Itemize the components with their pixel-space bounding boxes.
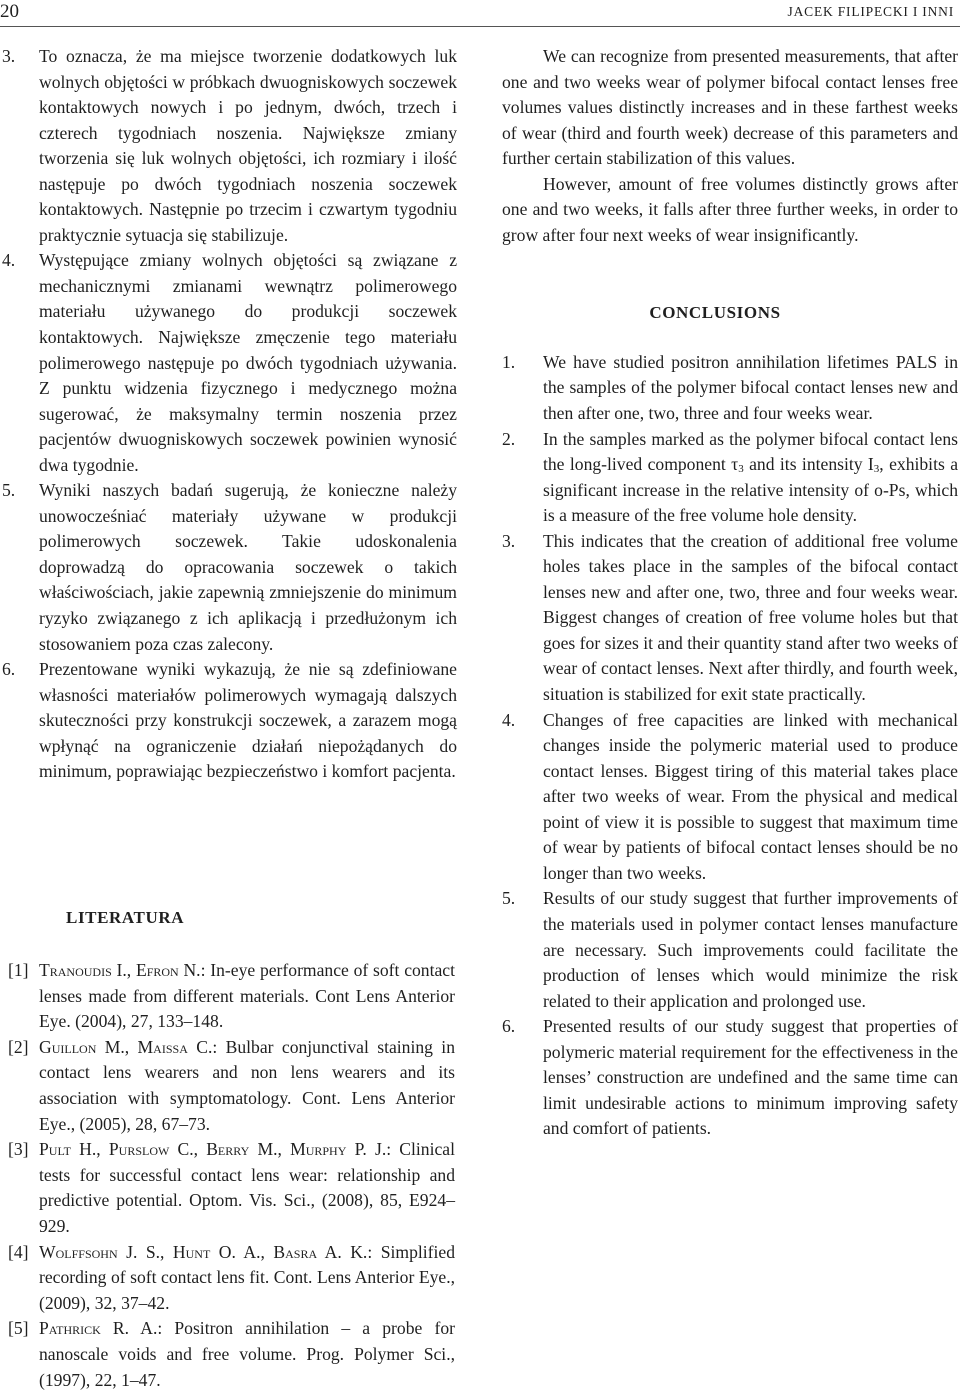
reference-number: [5]	[8, 1318, 29, 1339]
conclusion-text: Presented results of our study suggest that properties of polymeric material requirement for the effectiveness in the lenses’ construction are undefined and the same time can limit undesirable actions to minimum improving safety and comfort of patients.	[543, 1016, 958, 1139]
body-paragraph: We can recognize from presented measurements, that after one and two weeks wear of polymer bifocal contact lenses free volumes values distinctly increases and in these farthest weeks of wear (third and fourth week) decrease of this parameters and further certain stabilization of this values.	[502, 46, 958, 169]
conclusion-number: 3.	[502, 530, 516, 551]
conclusion-number: 5.	[502, 888, 516, 909]
reference-number: [4]	[8, 1241, 29, 1262]
conclusion-item	[502, 886, 958, 1014]
reference-item	[8, 1137, 455, 1239]
reference-text: : Clinical tests for successful contact lens wear: relationship and predictive potential. Optom. Vis. Sci., (2008), 85, E924–929.	[39, 1139, 455, 1236]
conclusion-text-part: In the samples marked as the polymer bifocal contact lens the long-lived component τ	[543, 428, 958, 475]
page-number: 20	[0, 1, 19, 22]
tau-subscript: 3	[738, 463, 744, 476]
reference-text: : Simplified recording of soft contact lens fit. Cont. Lens Anterior Eye., (2009), 32, 37–42.	[39, 1241, 456, 1313]
conclusions-heading: CONCLUSIONS	[649, 303, 781, 323]
conclusion-pl-item	[2, 248, 457, 478]
reference-authors: Pult H., Purslow C., Berry M., Murphy P. J.	[39, 1139, 387, 1160]
conclusion-item	[502, 708, 958, 887]
reference-authors: Tranoudis I., Efron N.	[39, 960, 201, 980]
reference-item	[8, 1035, 455, 1137]
conclusion-pl-text: Prezentowane wyniki wykazują, że nie są zdefiniowane własności materiałów polimerowych wymagają dalszych skuteczności przy konstrukcji soczewek, a zarazem mogą wpłynąć na ograniczenie działań niepożądanych do minimum, poprawiając bezpieczeństwo i komfort pacjenta.	[39, 659, 457, 782]
conclusion-pl-number: 4.	[2, 250, 16, 271]
conclusion-text: Results of our study suggest that further improvements of the materials used in polymer contact lenses manufacture are necessary. Such improvements could facilitate the production of lenses which would minimize the risk related to their application and prolonged use.	[543, 888, 958, 1011]
conclusion-text-part: and its intensity I	[743, 454, 874, 475]
conclusion-pl-item	[2, 478, 457, 657]
conclusion-pl-number: 6.	[2, 659, 16, 680]
conclusion-number: 1.	[502, 351, 516, 372]
reference-authors: Pathrick R. A.	[39, 1318, 158, 1339]
conclusion-item	[502, 1014, 958, 1142]
conclusion-item	[502, 427, 958, 529]
reference-number: [2]	[8, 1036, 29, 1057]
conclusion-number: 6.	[502, 1016, 516, 1037]
reference-authors: Wolffsohn J. S., Hunt O. A., Basra A. K.	[39, 1241, 368, 1262]
conclusion-text: This indicates that the creation of additional free volume holes takes place in the samples of the bifocal contact lenses new and after one, two, three and four weeks wear. Biggest changes of creation of free volume holes but that goes for sizes it and their quantity stand after two weeks of wear of contact lenses. Next after thirdly, and fourth week, situation is stabilized for exit state practically.	[543, 530, 958, 705]
reference-text: : Positron annihilation – a probe for nanoscale voids and free volume. Prog. Polymer Sci., (1997), 22, 1–47.	[39, 1318, 455, 1390]
header-rule	[0, 26, 960, 27]
running-header: JACEK FILIPECKI I INNI	[787, 4, 954, 19]
conclusion-pl-number: 5.	[2, 480, 16, 501]
conclusion-number: 2.	[502, 428, 516, 449]
reference-text: : Bulbar conjunctival staining in contact lens wearers and non lens wearers and its association with symptomatology. Cont. Lens Anterior Eye., (2005), 28, 67–73.	[39, 1036, 455, 1134]
reference-list	[8, 958, 455, 1393]
conclusion-number: 4.	[502, 709, 516, 730]
reference-item	[8, 1240, 455, 1317]
conclusion-pl-text: Występujące zmiany wolnych objętości są związane z mechanicznymi zmianami wewnątrz polimerowego materiału używanego do produkcji soczewek kontaktowych. Największe zmęczenie tego materiału polimerowego następuje po dwóch tygodniach używania. Z punktu widzenia fizycznego i medycznego można sugerować, że maksymalny termin noszenia przez pacjentów dwuogniskowych soczewek powinien wynosić dwa tygodnie.	[39, 250, 457, 475]
reference-item	[8, 1316, 455, 1393]
conclusion-pl-text: To oznacza, że ma miejsce tworzenie dodatkowych luk wolnych objętości w próbkach dwuogniskowych soczewek kontaktowych nowych i po jednym, dwóch, trzech i czterech tygodniach noszenia. Największe zmiany tworzenia się luk wolnych objętości, ich rozmiary i ilość następuje po dwóch tygodniach noszenia soczewek kontaktowych. Następnie po trzecim i czwartym tygodniu praktycznie sytuacja się stabilizuje.	[39, 46, 457, 245]
conclusion-pl-number: 3.	[2, 46, 16, 66]
conclusion-pl-text: Wyniki naszych badań sugerują, że konieczne należy unowocześniać materiały używane w produkcji polimerowych soczewek. Takie udoskonalenia doprowadzą do opracowania soczewek o takich właściwościach, jakie zapewnią zmniejszenie do minimum ryzyko związanego z ich aplikacją i przedłużonym ich stosowaniem poza czas zalecony.	[39, 480, 457, 654]
reference-number: [3]	[8, 1139, 29, 1160]
reference-authors: Guillon M., Maissa C.	[39, 1036, 213, 1057]
left-column	[2, 44, 457, 785]
references-heading: LITERATURA	[66, 908, 185, 927]
conclusion-text: Changes of free capacities are linked with mechanical changes inside the polymeric material used to produce contact lenses. Biggest tiring of this material takes place after two weeks of wear. From the physical and medical point of view it is possible to suggest that maximum time of wear by patients of bifocal contact lenses should be no longer than two weeks.	[543, 709, 958, 883]
conclusion-pl-item	[2, 657, 457, 785]
conclusion-item	[502, 350, 958, 427]
conclusion-text-part: , exhibits a significant increase in the relative intensity of o-Ps, which is a measure of the free volume hole density.	[543, 454, 958, 526]
body-paragraph: However, amount of free volumes distinctly grows after one and two weeks, it falls after three further weeks, in order to grow after four next weeks of wear insignificantly.	[502, 173, 958, 245]
right-column	[502, 44, 958, 1142]
conclusion-item	[502, 529, 958, 708]
conclusion-text: We have studied positron annihilation lifetimes PALS in the samples of the polymer bifocal contact lenses new and then after one, two, three and four weeks wear.	[543, 351, 958, 424]
reference-text: : In-eye performance of soft contact lenses made from different materials. Cont Lens Anterior Eye. (2004), 27, 133–148.	[39, 960, 455, 1032]
intensity-subscript: 3	[873, 463, 880, 476]
reference-item	[8, 958, 455, 1035]
conclusion-pl-item	[2, 44, 457, 248]
reference-number: [1]	[8, 960, 29, 980]
